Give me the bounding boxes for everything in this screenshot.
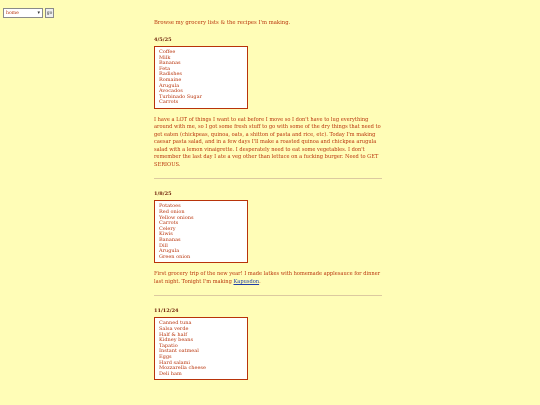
list-item: Avocados [159, 88, 183, 95]
list-item: Arugula [159, 82, 180, 89]
list-item: Red onion [159, 209, 185, 216]
list-item: Kidney beans [159, 337, 194, 344]
list-item: Mozzarella cheese [159, 365, 206, 372]
list-item: Kiwis [159, 231, 173, 238]
list-item: Dill [159, 242, 168, 249]
list-item: Carrots [159, 99, 179, 106]
intro-text: Browse my grocery lists & the recipes I'm making. [154, 20, 291, 26]
list-item: Bananas [159, 237, 181, 243]
list-item: Radishes [159, 71, 182, 78]
entry-date: 1/8/25 [154, 191, 172, 198]
list-item: Salsa verde [159, 325, 189, 332]
entry-date: 11/12/24 [154, 308, 179, 315]
list-item: Milk [159, 54, 171, 61]
list-item: Feta [159, 65, 171, 72]
top-navigation [3, 8, 54, 18]
main-content [154, 20, 385, 388]
section-divider [154, 295, 382, 296]
list-item: Deli ham [159, 370, 182, 377]
page-select-dropdown[interactable] [3, 8, 43, 18]
entry-note: I have a LOT of things I want to eat before I move so I don't have to lug everything around with me, so I got some fresh stuff to go with some of the dry things that need to get eaten (chickpeas, quinoa, oats, a shitton of pasta and rice, etc). Today I'm making caesar pasta salad, and in a few days I'll make a roasted quinoa and chickpea arugula salad with a lemon vinaigrette. I desperately need to eat some vegetables. I don't remember the last day I ate a veg other than lettuce on a fucking burger. Need to GET SERIOUS. [154, 116, 381, 168]
entry-note-end: . [259, 278, 261, 285]
grocery-list-box [154, 46, 248, 109]
list-item: Tapatio [159, 342, 178, 349]
recipe-link[interactable]: Kapusdon [233, 278, 260, 285]
list-item: Green onion [159, 253, 191, 260]
grocery-list-box [154, 317, 248, 380]
entry-note [154, 271, 385, 286]
list-item: Canned tuna [159, 320, 192, 327]
chevron-down-icon: ▾ [37, 10, 40, 16]
grocery-entry [154, 308, 385, 380]
list-item: Celery [159, 225, 176, 232]
entry-note-text: First grocery trip of the new year! I made latkes with homemade applesauce for dinner last night. Tonight I'm making [154, 271, 381, 285]
page-select-value: home [6, 10, 19, 16]
go-button[interactable]: go [45, 8, 54, 18]
grocery-entry [154, 191, 385, 286]
list-item: Coffee [159, 49, 176, 55]
list-item: Bananas [159, 60, 181, 67]
list-item: Romaine [159, 76, 182, 83]
list-item: Carrots [159, 220, 179, 227]
entry-date: 4/5/25 [154, 37, 172, 43]
list-item: Hard salami [159, 359, 190, 366]
list-item: Turbinado Sugar [159, 93, 202, 100]
list-item: Half & half [159, 331, 188, 338]
list-item: Arugula [159, 248, 180, 255]
list-item: Yellow onions [159, 214, 194, 221]
grocery-entry [154, 37, 385, 169]
list-item: Potatoes [159, 203, 181, 210]
list-item: Eggs [159, 353, 172, 360]
section-divider [154, 178, 382, 179]
grocery-list-box [154, 200, 248, 263]
list-item: Instant oatmeal [159, 348, 199, 355]
